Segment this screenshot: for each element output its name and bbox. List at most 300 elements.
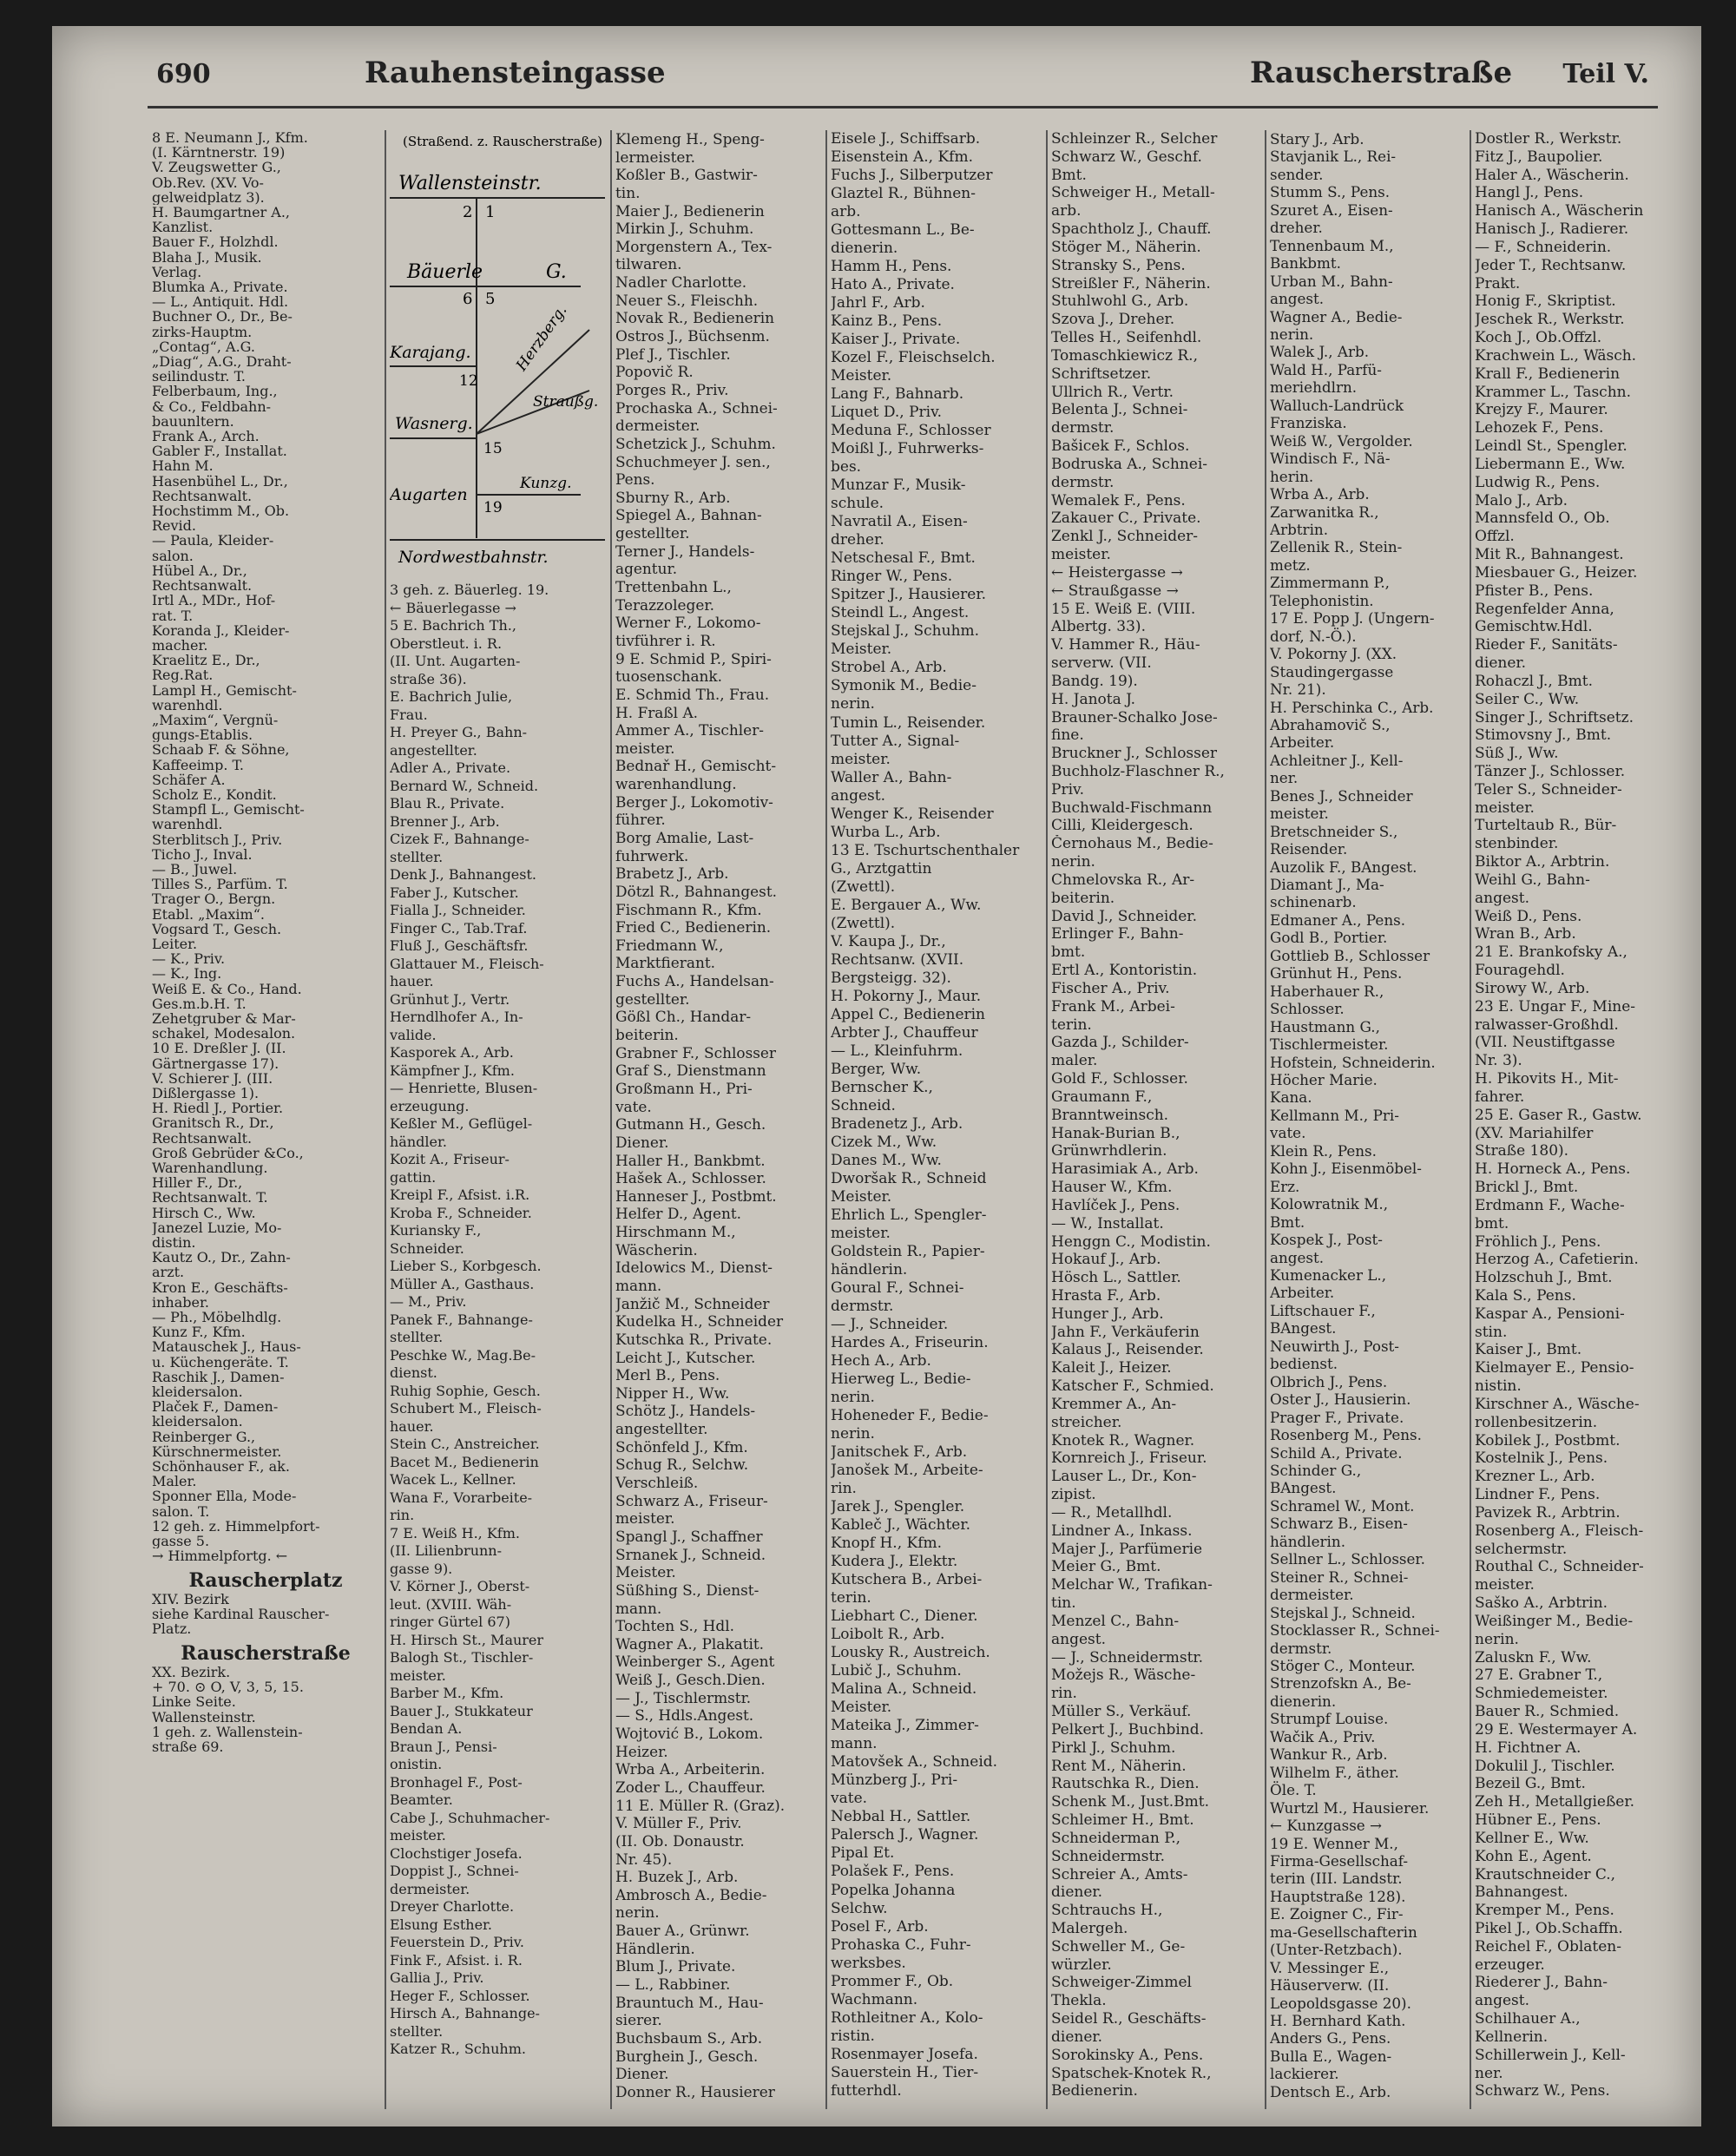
column-6 bbox=[1270, 130, 1464, 2109]
entry-line: Singer J., Schriftsetz. bbox=[1475, 708, 1634, 726]
entry-line: bedienst. bbox=[1270, 1355, 1338, 1373]
entry-line: Fröhlich J., Pens. bbox=[1475, 1232, 1601, 1251]
entry-line: 27 E. Grabner T., bbox=[1475, 1666, 1603, 1685]
entry-line: Buchner O., Dr., Be- bbox=[152, 309, 293, 325]
entry-line: Mit R., Bahnangest. bbox=[1475, 546, 1624, 564]
entry-line: Bašicek F., Schlos. bbox=[1051, 437, 1190, 456]
entry-line: Hofstein, Schneiderin. bbox=[1270, 1053, 1436, 1071]
entry-line: Denk J., Bahnangest. bbox=[390, 866, 536, 883]
entry-line: Stumm S., Pens. bbox=[1270, 183, 1391, 201]
entry-line: Ob.Rev. (XV. Vo- bbox=[152, 174, 264, 190]
entry-line: Finger C., Tab.Traf. bbox=[390, 919, 528, 937]
entry-line: Telles H., Seifenhdl. bbox=[1051, 329, 1202, 347]
entry-line: Blumka A., Private. bbox=[152, 279, 288, 295]
entry-line: V. Schierer J. (III. bbox=[152, 1070, 273, 1086]
entry-line: warenhandlung. bbox=[615, 775, 737, 793]
entry-line: Kellner E., Ww. bbox=[1475, 1829, 1589, 1847]
entry-line: Symonik M., Bedie- bbox=[831, 677, 976, 695]
entry-line: Hasenbühel L., Dr., bbox=[152, 473, 288, 489]
entry-line: Popelka Johanna bbox=[831, 1881, 956, 1899]
entry-line: Bezeil G., Bmt. bbox=[1475, 1775, 1586, 1793]
entry-line: Stavjanik L., Rei- bbox=[1270, 148, 1397, 166]
entry-line: „Diag“, A.G., Draht- bbox=[152, 354, 292, 370]
entry-line: Strenzofskn A., Be- bbox=[1270, 1674, 1411, 1693]
entry-line: Diener. bbox=[615, 2065, 669, 2083]
entry-line: Prommer F., Ob. bbox=[831, 1972, 954, 1990]
entry-line: Ehrlich L., Spengler- bbox=[831, 1206, 987, 1224]
entry-line: Verschleiß. bbox=[615, 1474, 699, 1492]
entry-line: meriehdlrn. bbox=[1270, 378, 1358, 397]
entry-line: Knotek R., Wagner. bbox=[1051, 1431, 1195, 1449]
entry-line: beiterin. bbox=[615, 1026, 679, 1044]
entry-line: Telephonistin. bbox=[1270, 591, 1374, 609]
entry-line: Katscher F., Schmied. bbox=[1051, 1377, 1214, 1396]
entry-line: Erz. bbox=[1270, 1177, 1300, 1195]
entry-line: Schinder G., bbox=[1270, 1461, 1362, 1479]
entry-line: Grabner F., Schlosser bbox=[615, 1043, 777, 1062]
entry-line: arzt. bbox=[152, 1265, 185, 1280]
entry-line: Oberstleut. i. R. bbox=[390, 634, 503, 652]
column-divider bbox=[385, 130, 386, 2109]
entry-line: (II. Ob. Donaustr. bbox=[615, 1831, 745, 1850]
entry-line: Janžič M., Schneider bbox=[615, 1294, 770, 1312]
entry-line: Lehozek F., Pens. bbox=[1475, 419, 1604, 437]
entry-line: Mannsfeld O., Ob. bbox=[1475, 509, 1610, 528]
entry-line: — J., Schneidermstr. bbox=[1051, 1648, 1204, 1666]
entry-line: Lindner F., Pens. bbox=[1475, 1486, 1601, 1504]
entry-line: Matauschek J., Haus- bbox=[152, 1339, 301, 1355]
entry-line: erzeuger. bbox=[1475, 1956, 1545, 1974]
entry-line: Fischmann R., Kfm. bbox=[615, 900, 762, 918]
entry-line: Hirschmann M., bbox=[615, 1223, 736, 1241]
entry-line: Friedmann W., bbox=[615, 936, 724, 954]
entry-line: Burghein J., Gesch. bbox=[615, 2047, 759, 2065]
entry-line: kleidersalon. bbox=[152, 1414, 243, 1430]
entry-line: Blau R., Private. bbox=[390, 795, 505, 812]
entry-line: Melchar W., Trafikan- bbox=[1051, 1576, 1213, 1594]
entry-line: bauunltern. bbox=[152, 413, 234, 430]
entry-line: Schwarz A., Friseur- bbox=[615, 1491, 768, 1509]
street-map-drawing bbox=[390, 130, 605, 582]
entry-line: Lieber S., Korbgesch. bbox=[390, 1258, 542, 1274]
entry-line: Pelkert J., Buchbind. bbox=[1051, 1720, 1205, 1739]
entry-line: Süßhing S., Dienst- bbox=[615, 1581, 760, 1599]
entry-line: Nebbal H., Sattler. bbox=[831, 1808, 971, 1826]
entry-line: würzler. bbox=[1051, 1956, 1112, 1974]
column-7 bbox=[1475, 130, 1662, 2109]
entry-line: Palersch J., Wagner. bbox=[831, 1826, 979, 1844]
entry-line: Kellnerin. bbox=[1475, 2028, 1549, 2046]
entry-line: Bernard W., Schneid. bbox=[390, 777, 539, 794]
entry-line: Kautz O., Dr., Zahn- bbox=[152, 1250, 291, 1265]
entry-line: H. Pokorny J., Maur. bbox=[831, 987, 982, 1005]
entry-line: gasse 5. bbox=[152, 1534, 210, 1549]
entry-line: angest. bbox=[1051, 1630, 1106, 1648]
entry-line: Frank A., Arch. bbox=[152, 429, 260, 444]
entry-line: Trager O., Bergn. bbox=[152, 891, 276, 907]
entry-line: Miesbauer G., Heizer. bbox=[1475, 563, 1638, 582]
entry-line: Ludwig R., Pens. bbox=[1475, 473, 1601, 491]
entry-line: nerin. bbox=[1475, 1630, 1519, 1648]
entry-line: Hoheneder F., Bedie- bbox=[831, 1407, 989, 1425]
entry-line: Panek F., Bahnange- bbox=[390, 1311, 533, 1328]
entry-line: Jahrl F., Arb. bbox=[831, 294, 925, 312]
entry-line: Kohn E., Agent. bbox=[1475, 1847, 1592, 1865]
entry-line: Zoder L., Chauffeur. bbox=[615, 1778, 766, 1796]
entry-line: Krautschneider C., bbox=[1475, 1865, 1616, 1883]
entry-line: ma-Gesellschafterin bbox=[1270, 1923, 1417, 1941]
entry-line: Meister. bbox=[831, 641, 892, 659]
entry-line: Havlíček J., Pens. bbox=[1051, 1196, 1180, 1214]
entry-line: Dworšak R., Schneid bbox=[831, 1169, 987, 1187]
map-street-wallenstein: Wallensteinstr. bbox=[398, 173, 542, 194]
entry-line: Kalaus J., Reisender. bbox=[1051, 1341, 1204, 1359]
entry-line: Stöger M., Näherin. bbox=[1051, 238, 1201, 256]
map-number-6: 6 bbox=[463, 290, 473, 308]
entry-line: Fink F., Afsist. i. R. bbox=[390, 1951, 523, 1969]
entry-line: stellter. bbox=[390, 1329, 444, 1345]
entry-line: Brauntuch M., Hau- bbox=[615, 1993, 764, 2011]
entry-line: händlerin. bbox=[1270, 1532, 1346, 1550]
entry-line: mann. bbox=[615, 1599, 662, 1617]
entry-line: Munzar F., Musik- bbox=[831, 477, 966, 495]
entry-line: Nipper H., Ww. bbox=[615, 1384, 730, 1402]
entry-line: Tumin L., Reisender. bbox=[831, 713, 986, 732]
entry-line: Krejzy F., Maurer. bbox=[1475, 401, 1608, 419]
column-1 bbox=[152, 130, 379, 2109]
entry-line: Lang F., Bahnarb. bbox=[831, 385, 964, 404]
entry-line: Erlinger F., Bahn- bbox=[1051, 925, 1184, 943]
entry-line: Brauner-Schalko Jose- bbox=[1051, 708, 1218, 726]
entry-line: 1 geh. z. Wallenstein- bbox=[152, 1724, 303, 1739]
entry-line: Kohn J., Eisenmöbel- bbox=[1270, 1160, 1422, 1178]
entry-line: Selchw. bbox=[831, 1899, 888, 1917]
entry-line: Ambrosch A., Bedie- bbox=[615, 1885, 767, 1903]
entry-line: Reg.Rat. bbox=[152, 667, 214, 683]
entry-line: ralwasser-Großhdl. bbox=[1475, 1016, 1619, 1034]
entry-line: Erdmann F., Wache- bbox=[1475, 1196, 1625, 1214]
entry-line: Schweller M., Ge- bbox=[1051, 1937, 1186, 1956]
column-5 bbox=[1051, 130, 1259, 2109]
entry-line: Windisch F., Nä- bbox=[1270, 450, 1391, 468]
entry-line: salon. bbox=[152, 548, 194, 563]
entry-line: Strobel A., Arb. bbox=[831, 659, 947, 677]
entry-line: Clochstiger Josefa. bbox=[390, 1844, 523, 1862]
entry-line: Meduna F., Schlosser bbox=[831, 422, 991, 440]
entry-line: Warenhandlung. bbox=[152, 1160, 268, 1176]
entry-line: Zarwanitka R., bbox=[1270, 503, 1379, 521]
entry-line: angestellter. bbox=[390, 741, 477, 759]
map-street-wasner: Wasnerg. bbox=[395, 414, 473, 433]
entry-line: gelweidplatz 3). bbox=[152, 189, 265, 206]
entry-line: Pipal Et. bbox=[831, 1844, 895, 1863]
entry-line: Posel F., Arb. bbox=[831, 1917, 929, 1936]
entry-line: Schlosser. bbox=[1270, 1000, 1345, 1018]
entry-line: Schwarz W., Geschf. bbox=[1051, 148, 1202, 166]
entry-line: Hokauf J., Arb. bbox=[1051, 1251, 1161, 1269]
entry-line: Tochten S., Hdl. bbox=[615, 1617, 735, 1635]
entry-line: Keßler M., Geflügel- bbox=[390, 1115, 533, 1132]
entry-line: Grünhut H., Pens. bbox=[1270, 964, 1403, 983]
entry-line: Stejskal J., Schuhm. bbox=[831, 622, 980, 641]
entry-line: Sterblitsch J., Priv. bbox=[152, 832, 283, 847]
map-street-herzberg: Herzberg. bbox=[512, 302, 571, 375]
entry-line: dermstr. bbox=[1051, 419, 1115, 437]
entry-line: Cilli, Kleidergesch. bbox=[1051, 817, 1194, 835]
entry-line: Rechtsanwalt. T. bbox=[152, 1190, 268, 1206]
entry-line: diener. bbox=[1051, 1883, 1103, 1902]
entry-line: Kielmayer E., Pensio- bbox=[1475, 1359, 1634, 1377]
entry-line: angest. bbox=[1270, 290, 1325, 308]
entry-line: Zellenik R., Stein- bbox=[1270, 538, 1403, 556]
entry-line: tuosenschank. bbox=[615, 667, 723, 686]
entry-line: 29 E. Westermayer A. bbox=[1475, 1720, 1638, 1739]
entry-line: angestellter. bbox=[615, 1420, 708, 1438]
entry-line: lackierer. bbox=[1270, 2065, 1339, 2083]
entry-line: Schaab F. & Söhne, bbox=[152, 742, 290, 758]
entry-line: Steiner R., Schnei- bbox=[1270, 1568, 1409, 1586]
entry-line: Haler A., Wäscherin. bbox=[1475, 166, 1629, 184]
page-header bbox=[52, 52, 1701, 104]
entry-line: V. Kaupa J., Dr., bbox=[831, 932, 946, 950]
entry-line: fahrer. bbox=[1475, 1088, 1525, 1106]
entry-line: Hunger J., Arb. bbox=[1051, 1305, 1164, 1323]
street-map bbox=[390, 130, 605, 582]
entry-line: → Himmelpfortg. ← bbox=[152, 1548, 288, 1564]
entry-line: Höcher Marie. bbox=[1270, 1071, 1378, 1089]
entry-line: Polašek F., Pens. bbox=[831, 1863, 955, 1881]
column-divider bbox=[610, 130, 612, 2109]
entry-line: tivführer i. R. bbox=[615, 631, 716, 649]
map-street-baeuerle: Bäuerle bbox=[407, 261, 483, 283]
entry-line: H. Horneck A., Pens. bbox=[1475, 1160, 1631, 1179]
entry-line: metz. bbox=[1270, 555, 1311, 574]
entry-line: Nr. 21). bbox=[1270, 680, 1326, 699]
entry-line: Kudera J., Elektr. bbox=[831, 1553, 958, 1571]
entry-line: Ges.m.b.H. T. bbox=[152, 996, 247, 1011]
entry-line: Knopf H., Kfm. bbox=[831, 1535, 943, 1553]
entry-line: Kolowratnik M., bbox=[1270, 1195, 1389, 1213]
entry-line: Regenfelder Anna, bbox=[1475, 600, 1614, 618]
entry-line: beiterin. bbox=[1051, 889, 1115, 907]
entry-line: Sellner L., Schlosser. bbox=[1270, 1550, 1425, 1568]
entry-line: Steindl L., Angest. bbox=[831, 604, 970, 622]
entry-line: Kürschnermeister. bbox=[152, 1443, 282, 1460]
entry-line: Jahn F., Verkäuferin bbox=[1051, 1323, 1200, 1341]
entry-line: Faber J., Kutscher. bbox=[390, 884, 519, 901]
entry-line: Rechtsanwalt. bbox=[152, 578, 253, 594]
entry-line: hauer. bbox=[390, 1417, 434, 1435]
entry-line: Benes J., Schneider bbox=[1270, 786, 1413, 805]
map-street-augarten: Augarten bbox=[390, 485, 468, 504]
entry-line: Kala S., Pens. bbox=[1475, 1287, 1576, 1305]
entry-line: Leopoldsgasse 20). bbox=[1270, 1994, 1411, 2012]
entry-line: angest. bbox=[1475, 1992, 1529, 2010]
entry-line: Schild A., Private. bbox=[1270, 1443, 1403, 1462]
entry-line: Schilhauer A., bbox=[1475, 2010, 1581, 2028]
entry-line: Appel C., Bedienerin bbox=[831, 1005, 986, 1023]
entry-line: Stöger C., Monteur. bbox=[1270, 1656, 1416, 1674]
entry-line: nerin. bbox=[831, 1389, 875, 1407]
entry-line: Hech A., Arb. bbox=[831, 1352, 931, 1371]
entry-line: Ruhig Sophie, Gesch. bbox=[390, 1382, 541, 1399]
entry-line: Meister. bbox=[831, 1699, 892, 1717]
entry-line: Anders G., Pens. bbox=[1270, 2029, 1391, 2048]
entry-line: Berger J., Lokomotiv- bbox=[615, 792, 773, 811]
entry-line: Haller H., Bankbmt. bbox=[615, 1151, 766, 1169]
entry-line: Häuserverw. (II. bbox=[1270, 1976, 1390, 1995]
entry-line: Waller A., Bahn- bbox=[831, 768, 952, 786]
entry-line: Abrahamovič S., bbox=[1270, 715, 1391, 733]
entry-line: 12 geh. z. Himmelpfort- bbox=[152, 1518, 320, 1535]
entry-line: Kumenacker L., bbox=[1270, 1266, 1387, 1284]
entry-line: meister. bbox=[390, 1827, 446, 1844]
entry-line: — F., Schneiderin. bbox=[1475, 238, 1612, 256]
entry-line: dermeister. bbox=[390, 1880, 470, 1897]
entry-line: Dostler R., Werkstr. bbox=[1475, 130, 1622, 148]
entry-line: nerin. bbox=[831, 1425, 875, 1443]
entry-line: Kirschner A., Wäsche- bbox=[1475, 1395, 1640, 1413]
entry-line: warenhdl. bbox=[152, 697, 223, 713]
entry-line: Pfister B., Pens. bbox=[1475, 582, 1594, 600]
entry-line: stellter. bbox=[390, 848, 444, 865]
entry-line: Wankur R., Arb. bbox=[1270, 1745, 1388, 1764]
entry-line: Schweiger H., Metall- bbox=[1051, 184, 1215, 202]
entry-line: V. Pokorny J. (XX. bbox=[1270, 645, 1397, 663]
entry-line: vate. bbox=[615, 1097, 652, 1115]
entry-line: Kospek J., Post- bbox=[1270, 1231, 1383, 1249]
entry-line: + 70. ⊙ O, V, 3, 5, 15. bbox=[152, 1679, 304, 1695]
entry-line: Müller A., Gasthaus. bbox=[390, 1275, 535, 1292]
entry-line: bmt. bbox=[1475, 1214, 1509, 1232]
entry-line: händler. bbox=[390, 1133, 447, 1150]
entry-line: Kaleit J., Heizer. bbox=[1051, 1359, 1172, 1377]
entry-line: Beamter. bbox=[390, 1791, 453, 1808]
entry-line: Kana. bbox=[1270, 1088, 1312, 1107]
entry-line: 25 E. Gaser R., Gastw. bbox=[1475, 1106, 1642, 1124]
entry-line: Eisele J., Schiffsarb. bbox=[831, 130, 981, 148]
entry-line: Tutter A., Signal- bbox=[831, 732, 960, 750]
entry-line: Reinberger G., bbox=[152, 1429, 256, 1444]
entry-line: ner. bbox=[1475, 2064, 1503, 2082]
entry-line: führer. bbox=[615, 811, 666, 829]
entry-line: vate. bbox=[1270, 1124, 1306, 1142]
entry-line: Sburny R., Arb. bbox=[615, 488, 731, 506]
entry-line: Merl B., Pens. bbox=[615, 1366, 720, 1384]
entry-line: Tennenbaum M., bbox=[1270, 236, 1394, 254]
entry-line: arb. bbox=[1051, 202, 1082, 220]
entry-line: Dreyer Charlotte. bbox=[390, 1898, 515, 1915]
entry-line: — M., Priv. bbox=[390, 1293, 467, 1310]
entry-line: Nr. 45). bbox=[615, 1850, 673, 1868]
entry-line: Bulla E., Wagen- bbox=[1270, 2047, 1392, 2065]
entry-line: Seiler C., Ww. bbox=[1475, 690, 1580, 708]
entry-line: BAngest. bbox=[1270, 1479, 1337, 1497]
entry-line: Hauser W., Kfm. bbox=[1051, 1179, 1173, 1197]
entry-line: Lindner A., Inkass. bbox=[1051, 1522, 1193, 1540]
entry-line: Kaffeeimp. T. bbox=[152, 757, 244, 772]
entry-line: Bruckner J., Schlosser bbox=[1051, 745, 1218, 763]
entry-line: leut. (XVIII. Wäh- bbox=[390, 1595, 512, 1613]
entry-line: Weißinger M., Bedie- bbox=[1475, 1612, 1634, 1630]
entry-line: — Ph., Möbelhdlg. bbox=[152, 1310, 282, 1325]
entry-line: Schneiderman P., bbox=[1051, 1829, 1181, 1847]
entry-line: diener. bbox=[1051, 2028, 1103, 2046]
entry-line: Arbeiter. bbox=[1270, 733, 1335, 752]
entry-line: Jeder T., Rechtsanw. bbox=[1475, 256, 1627, 274]
entry-line: Jeschek R., Werkstr. bbox=[1475, 311, 1625, 329]
entry-line: Schtrauchs H., bbox=[1051, 1902, 1163, 1920]
entry-line: Graumann F., bbox=[1051, 1088, 1153, 1106]
entry-line: Gallia J., Priv. bbox=[390, 1969, 484, 1986]
entry-line: Navratil A., Eisen- bbox=[831, 513, 968, 531]
directory-columns bbox=[152, 130, 1662, 2109]
entry-line: Teler S., Schneider- bbox=[1475, 780, 1622, 799]
entry-line: warenhdl. bbox=[152, 817, 223, 832]
entry-line: Gold F., Schlosser. bbox=[1051, 1070, 1188, 1088]
entry-line: H. Pikovits H., Mit- bbox=[1475, 1070, 1619, 1088]
entry-line: arb. bbox=[831, 203, 861, 221]
entry-line: & Co., Feldbahn- bbox=[152, 398, 272, 414]
entry-line: Irtl A., MDr., Hof- bbox=[152, 593, 276, 608]
entry-line: Kanzlist. bbox=[152, 220, 214, 235]
entry-line: — Paula, Kleider- bbox=[152, 533, 274, 549]
entry-line: Kutschka R., Private. bbox=[615, 1330, 773, 1348]
entry-line: Priv. bbox=[1051, 780, 1084, 799]
entry-line: stellter. bbox=[390, 2022, 444, 2040]
entry-line: — W., Installat. bbox=[1051, 1214, 1164, 1232]
entry-line: Holzschuh J., Bmt. bbox=[1475, 1269, 1613, 1287]
entry-line: Bodruska A., Schnei- bbox=[1051, 455, 1208, 473]
entry-line: sender. bbox=[1270, 165, 1324, 183]
entry-line: Heger F., Schlosser. bbox=[390, 1987, 530, 2004]
entry-line: Bradenetz J., Arb. bbox=[831, 1114, 963, 1133]
entry-line: (II. Lilienbrunn- bbox=[390, 1542, 503, 1559]
entry-line: Novak R., Bedienerin bbox=[615, 309, 775, 327]
map-street-kunz: Kunzg. bbox=[520, 475, 572, 492]
entry-line: Buchwald-Fischmann bbox=[1051, 799, 1213, 817]
entry-line: inhaber. bbox=[152, 1294, 209, 1311]
entry-line: Weiß W., Vergolder. bbox=[1270, 431, 1413, 450]
entry-line: Plef J., Tischler. bbox=[615, 345, 731, 363]
entry-line: — J., Schneider. bbox=[831, 1316, 949, 1334]
entry-line: Popovič R. bbox=[615, 363, 694, 381]
entry-line: Wojtović B., Lokom. bbox=[615, 1725, 764, 1743]
entry-line: Goldstein R., Papier- bbox=[831, 1242, 985, 1260]
entry-line: (XV. Mariahilfer bbox=[1475, 1124, 1594, 1142]
entry-line: Rent M., Näherin. bbox=[1051, 1757, 1187, 1775]
entry-line: 23 E. Ungar F., Mine- bbox=[1475, 997, 1636, 1016]
entry-line: Schug R., Selchw. bbox=[615, 1456, 749, 1474]
entry-line: Firma-Gesellschaf- bbox=[1270, 1851, 1409, 1870]
entry-line: Pikel J., Ob.Schaffn. bbox=[1475, 1919, 1623, 1937]
entry-line: Kozel F., Fleischselch. bbox=[831, 349, 996, 367]
entry-line: Kostelnik J., Pens. bbox=[1475, 1449, 1608, 1468]
entry-line: Wagner A., Plakatit. bbox=[615, 1634, 765, 1653]
entry-line: Koch J., Ob.Offzl. bbox=[1475, 329, 1602, 347]
entry-line: Dokulil J., Tischler. bbox=[1475, 1757, 1615, 1775]
entry-line: meister. bbox=[1475, 799, 1535, 817]
entry-line: sierer. bbox=[615, 2011, 662, 2029]
entry-line: Rosenmayer Josefa. bbox=[831, 2045, 978, 2063]
entry-line: dermeister. bbox=[1270, 1586, 1354, 1604]
entry-line: Nadler Charlotte. bbox=[615, 273, 747, 292]
entry-line: Schneider. bbox=[390, 1239, 464, 1257]
entry-line: Kobilek J., Postbmt. bbox=[1475, 1431, 1621, 1449]
section-heading-rauscherplatz: Rauscherplatz bbox=[188, 1568, 343, 1592]
map-street-g: G. bbox=[546, 261, 567, 283]
entry-line: Hahn M. bbox=[152, 458, 214, 474]
